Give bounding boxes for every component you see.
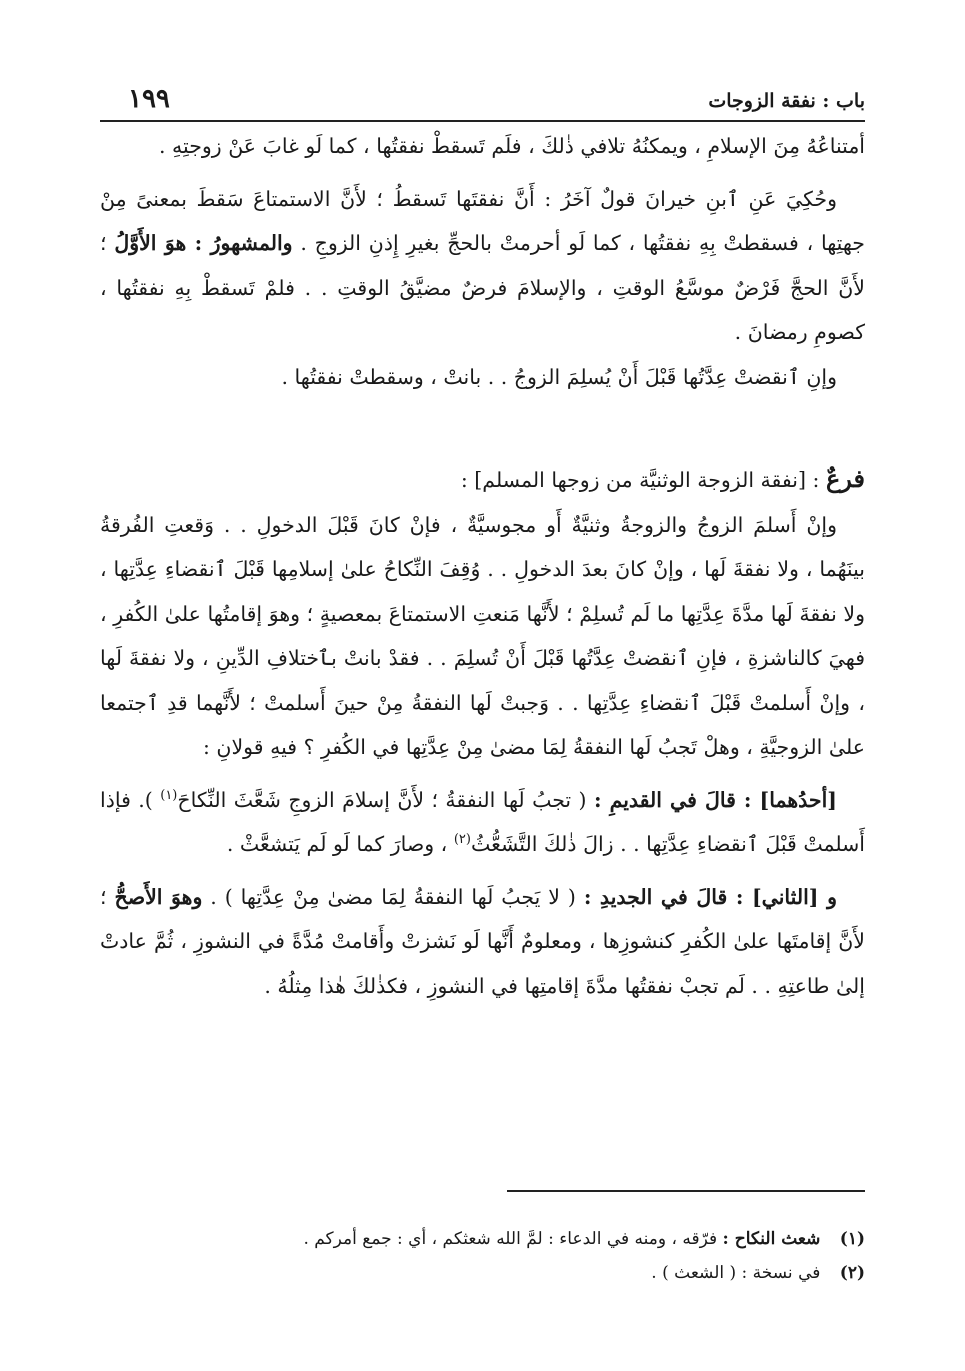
footnote-divider: [507, 1190, 865, 1192]
page-number: ١٩٩: [128, 84, 170, 114]
footnote-item: [100, 1256, 865, 1290]
branch-heading: [100, 457, 865, 503]
footnote-number: (٢): [839, 1263, 865, 1283]
paragraph-text: ، وصارَ كما لَو لَم يَتشعَّثْ .: [226, 832, 448, 856]
footnote-text: فرّقه ، ومنه في الدعاء : لمَّ الله شعثكم ، أي : جمع أمركم .: [303, 1229, 718, 1249]
paragraph-text: أمتناعُهُ مِنَ الإسلامِ ، ويمكنُهُ تلافي ذٰلكَ ، فلَم تَسقطْ نفقتُها ، كما لَو غابَ عَنْ زوجتِهِ .: [159, 134, 865, 158]
paragraph-lead: و [الثاني] : قالَ في الجديدِ :: [583, 884, 837, 909]
paragraph: [100, 778, 865, 867]
paragraph: [100, 177, 865, 355]
paragraph-text: ( لا يَجبُ لَها النفقةُ لِمَا مضىٰ مِنْ عِدَّتِها ) .: [210, 884, 576, 909]
paragraph-text: ). فإذا أَسلمتْ قَبْلَ ٱنقضاءِ عِدَّتِها . . زالَ ذٰلكَ التَّشَعُّثُ: [100, 787, 865, 856]
footnote-item: [100, 1222, 865, 1256]
paragraph-text: وإنِ ٱنقضتْ عِدَّتُها قَبْلَ أَنْ يُسلِمَ الزوجُ . . بانتْ ، وسقطتْ نفقتُها .: [281, 364, 837, 389]
paragraph-text: ؛ لأَنَّ إقامتَها علىٰ الكُفرِ كنشوزِها ، ومعلومٌ أَنَّها لَو نَشزتْ وأَقامتْ مُدَّةً في النشوزِ ، ثُمَّ عادتْ إلىٰ طاعتِهِ . . لَم تجبْ نفقتُها مدَّةَ إقامتِها في النشوزِ ، فكذٰلكَ هٰذا مِثلُهُ .: [100, 884, 865, 998]
paragraph-emphasis: والمشهورُ : هوَ الأَوَّلُ: [114, 231, 293, 255]
paragraph-emphasis: وهوَ الأَصحُّ: [114, 884, 203, 909]
footnote-ref[interactable]: (٢): [453, 832, 471, 848]
paragraph-text: ؛ لأَنَّ الحجَّ فَرْضٌ موسَّعُ الوقتِ ، والإسلامَ فرضٌ مضيَّقُ الوقتِ . . فلمْ تَسقطْ بِهِ نفقتُها ، كصومِ رمضانَ .: [100, 231, 865, 344]
running-head: باب : نفقة الزوجات: [708, 90, 865, 112]
branch-title: : [نفقة الزوجة الوثنيَّة من زوجها المسلم] :: [460, 468, 820, 492]
main-text: [100, 124, 865, 1008]
paragraph-text: وإنْ أَسلمَ الزوجُ والزوجةُ وثنيَّةٌ أَو مجوسيَّةٌ ، فإنْ كانَ قَبْلَ الدخولِ . . وَقعتِ الفُرقةُ بينَهُما ، ولا نفقةَ لَها ، وإنْ كانَ بعدَ الدخولِ . . وُقِفَ النِّكاحُ علىٰ إسلامِها قَبْلَ ٱنقضاءِ عِدَّتِها ، ولا نفقةَ لَها مدَّةَ عِدَّتِها ما لَم تُسلِمْ ؛ لأَنَّها مَنعتِ الاستمتاعَ بمعصيةٍ ؛ وهوَ إقامتُها علىٰ الكُفرِ ، فهيَ كالناشزةِ ، فإنِ ٱنقضتْ عِدَّتُها قَبْلَ أَنْ تُسلِمَ . . فقدْ بانتْ بٱختلافِ الدِّينِ ، ولا نفقةَ لَها ، وإنْ أَسلمتْ قَبْلَ ٱنقضاءِ عِدَّتِها . . وَجبتْ لَها النفقةُ مِنْ حينَ أَسلمتْ ؛ لأَنَّهما قدِ ٱجتمعا علىٰ الزوجيَّةِ ، وهلْ تَجبُ لَها النفقةُ لِمَا مضىٰ مِنْ عِدَّتِها في الكُفرِ ؟ فيهِ قولانِ :: [100, 512, 865, 759]
footnotes: [100, 1222, 865, 1290]
paragraph: [100, 355, 865, 400]
paragraph-text: وحُكِيَ عَنِ ٱبنِ خيرانَ قولٌ آخَرُ : أَنَّ نفقتَها تَسقطُ ؛ لأَنَّ الاستمتاعَ سَقطَ بمعنىً مِنْ جهتِها ، فسقطتْ بِهِ نفقتُها ، كما لَو أحرمتْ بالحجِّ بغيرِ إِذنِ الزوجِ .: [100, 186, 865, 255]
page-header: [100, 84, 865, 122]
footnote-term: شعث النكاح :: [722, 1229, 821, 1249]
paragraph: [100, 875, 865, 1009]
paragraph: [100, 503, 865, 770]
paragraph-lead: [أحدُهما] : قالَ في القديمِ :: [593, 787, 837, 812]
footnote-ref[interactable]: (١): [160, 787, 178, 803]
footnote-text: في نسخة : ( الشعث ) .: [651, 1263, 821, 1283]
paragraph-text: ( تجبُ لَها النفقةُ ؛ لأَنَّ إسلامَ الزوجِ شَعَّثَ النِّكاحَ: [177, 787, 587, 812]
footnote-number: (١): [839, 1229, 865, 1249]
branch-word: فرعٌ: [825, 464, 865, 493]
paragraph: [100, 124, 865, 169]
